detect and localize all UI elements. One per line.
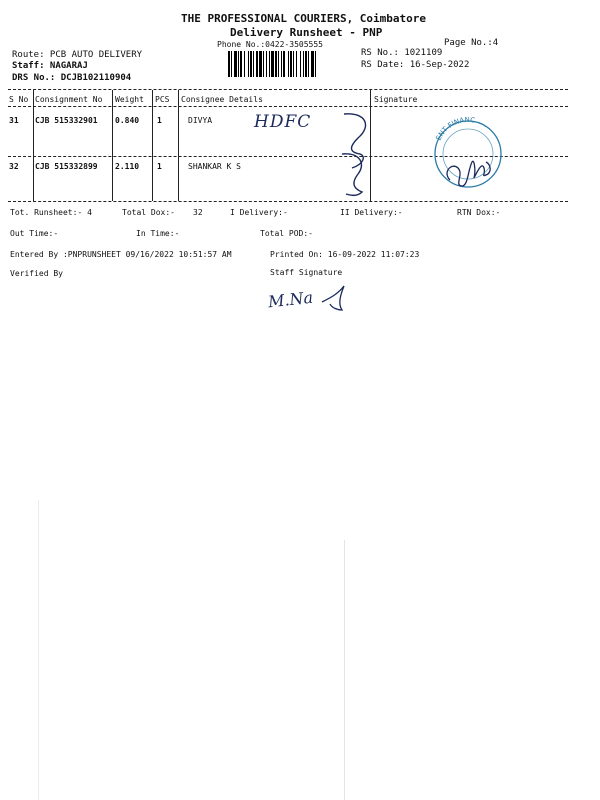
stamp-text: ENT FINANC [434,115,476,142]
out-time-label: Out Time:- [10,229,59,238]
entered-by: Entered By :PNPRUNSHEET 09/16/2022 10:51:57 AM [10,250,232,259]
column-divider [33,90,34,201]
document-title: Delivery Runsheet - PNP [230,26,383,39]
row-pcs: 1 [157,116,162,125]
total-runsheet: Tot. Runsheet:- 4 [10,208,92,217]
col-header-signature: Signature [374,95,418,104]
col-header-sno: S No [9,95,29,104]
total-dox-value: 32 [193,208,203,217]
handwritten-bracket-mark [330,108,380,200]
row-pcs: 1 [157,162,162,171]
handwritten-note: HDFC [254,112,312,132]
column-divider [152,90,153,201]
rs-date: RS Date: 16-Sep-2022 [361,60,470,70]
row-weight: 0.840 [115,116,140,125]
col-header-consignment: Consignment No [35,95,103,104]
col-header-pcs: PCS [155,95,170,104]
col-header-weight: Weight [115,95,144,104]
in-time-label: In Time:- [136,229,180,238]
total-pod-label: Total POD:- [260,229,313,238]
row-weight: 2.110 [115,162,140,171]
row-consignment: CJB 515332899 [35,162,98,171]
staff-handwritten-signature: M.Na [267,287,314,312]
drs-number: DRS No.: DCJB102110904 [12,73,132,83]
route-label: Route: PCB AUTO DELIVERY [12,50,143,60]
row-consignee: SHANKAR K S [188,162,241,171]
row-sno: 32 [9,162,19,171]
column-divider [178,90,179,201]
company-stamp [428,108,508,200]
signature-flourish [318,280,358,314]
column-divider [112,90,113,201]
i-delivery-label: I Delivery:- [230,208,288,217]
row-consignee: DIVYA [188,116,213,125]
row-sno: 31 [9,116,19,125]
total-dox-label: Total Dox:- [122,208,175,217]
ii-delivery-label: II Delivery:- [340,208,403,217]
staff-signature-label: Staff Signature [270,268,343,277]
staff-label: Staff: NAGARAJ [12,61,88,71]
verified-by-label: Verified By [10,269,63,278]
rs-number: RS No.: 1021109 [361,48,443,58]
barcode [228,51,354,77]
company-name: THE PROFESSIONAL COURIERS, Coimbatore [181,12,427,25]
printed-on: Printed On: 16-09-2022 11:07:23 [270,250,420,259]
header-bottom-rule [8,106,568,107]
page-number: Page No.:4 [444,38,499,48]
table-top-rule [8,89,568,90]
scan-artifact-line [344,540,345,800]
col-header-consignee: Consignee Details [181,95,263,104]
phone-number: Phone No.:0422-3505555 [217,40,323,49]
scan-artifact-line [38,500,39,800]
row-consignment: CJB 515332901 [35,116,98,125]
rtn-dox-label: RTN Dox:- [457,208,501,217]
table-bottom-rule [8,201,568,202]
